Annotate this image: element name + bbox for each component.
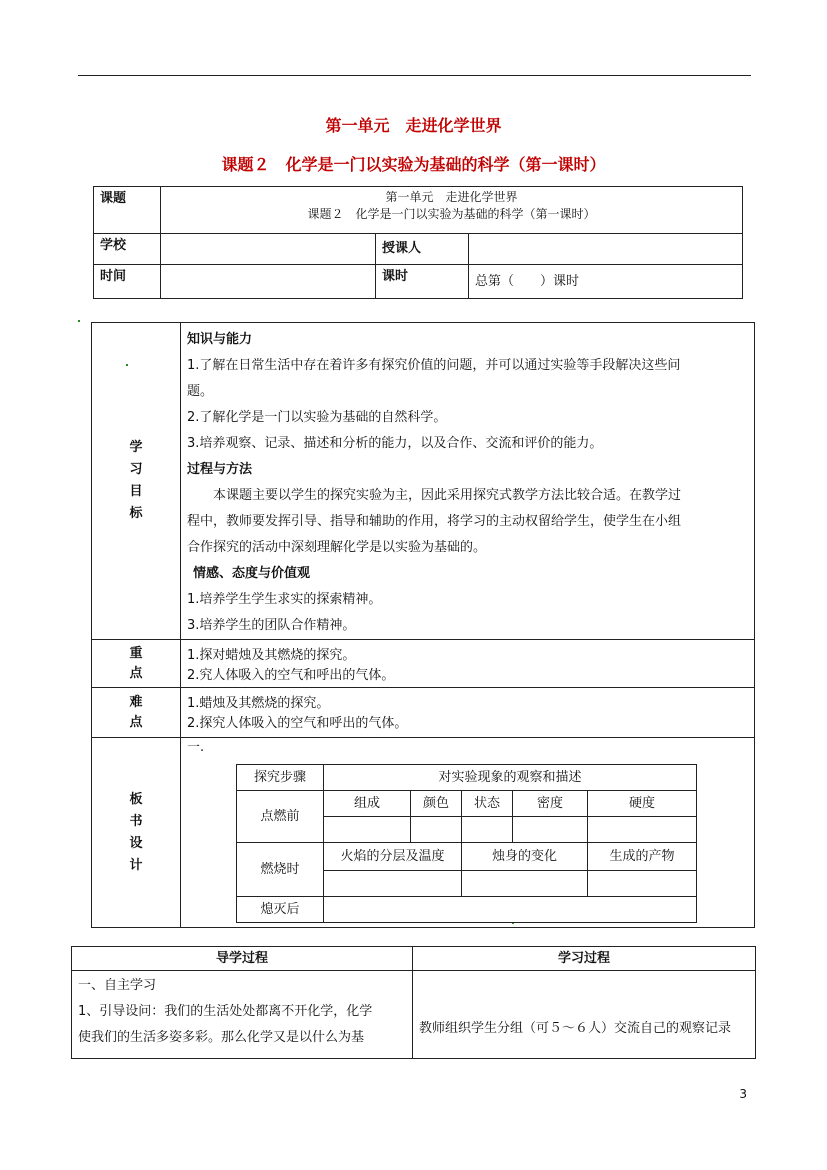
emotion-item: 3.培养学生的团队合作精神。 xyxy=(187,618,356,633)
keypoints-label: 重 点 xyxy=(129,645,143,681)
keypoint-item: 1.探对蜡烛及其燃烧的探究。 xyxy=(187,648,356,663)
board-table xyxy=(236,764,697,923)
col-state: 状态 xyxy=(462,791,513,817)
process-text: 程中，教师要发挥引导、指导和辅助的作用，将学习的主动权留给学生，使学生在小组 xyxy=(187,514,682,529)
school-label: 学校 xyxy=(94,234,161,265)
time-value xyxy=(161,265,376,299)
col-composition: 组成 xyxy=(324,791,411,817)
school-value xyxy=(161,234,376,265)
learn-content xyxy=(413,971,756,1059)
blank-cell xyxy=(411,817,462,843)
knowledge-item: 3.培养观察、记录、描述和分析的能力，以及合作、交流和评价的能力。 xyxy=(187,436,603,451)
top-rule xyxy=(78,75,751,76)
blank-cell xyxy=(324,897,697,923)
goals-label-cell xyxy=(92,323,181,640)
self-study-title: 一、自主学习 xyxy=(78,978,157,993)
lesson-title: 课题２ 化学是一门以实验为基础的科学（第一课时） xyxy=(221,155,606,174)
teacher-label: 授课人 xyxy=(376,234,469,265)
difficulty-item: 2.探究人体吸入的空气和呼出的气体。 xyxy=(187,716,408,731)
col-flame: 火焰的分层及温度 xyxy=(324,843,462,871)
teacher-value xyxy=(469,234,743,265)
process-text: 合作探究的活动中深刻理解化学是以实验为基础的。 xyxy=(187,540,487,555)
knowledge-item: 2.了解化学是一门以实验为基础的自然科学。 xyxy=(187,410,447,425)
col-density: 密度 xyxy=(513,791,588,817)
process-table xyxy=(71,946,756,1059)
guide-header: 导学过程 xyxy=(72,947,413,971)
topic-label: 课题 xyxy=(94,187,161,234)
blank-cell xyxy=(324,817,411,843)
board-prefix: 一. xyxy=(187,740,205,755)
difficulties-label: 难 点 xyxy=(129,694,143,730)
period-value: 总第（ ）课时 xyxy=(469,265,743,299)
process-title: 过程与方法 xyxy=(187,462,253,477)
goals-label: 学 习 目 标 xyxy=(129,440,143,521)
period-label: 课时 xyxy=(376,265,469,299)
during-label: 燃烧时 xyxy=(237,843,324,897)
col-color: 颜色 xyxy=(411,791,462,817)
observe-header: 对实验现象的观察和描述 xyxy=(324,765,697,791)
blank-cell xyxy=(462,817,513,843)
board-label: 板 书 设 计 xyxy=(129,791,143,873)
blank-cell xyxy=(513,817,588,843)
step-header: 探究步骤 xyxy=(237,765,324,791)
keypoint-item: 2.究人体吸入的空气和呼出的气体。 xyxy=(187,668,395,683)
knowledge-item: 1.了解在日常生活中存在着许多有探究价值的问题，并可以通过实验等手段解决这些问 xyxy=(187,358,681,373)
col-hardness: 硬度 xyxy=(588,791,697,817)
topic-line1: 第一单元 走进化学世界 xyxy=(385,190,518,204)
before-label: 点燃前 xyxy=(237,791,324,843)
blank-cell xyxy=(462,871,588,897)
blank-cell xyxy=(588,871,697,897)
unit-title: 第一单元 走进化学世界 xyxy=(325,116,502,135)
learn-text: 教师组织学生分组（可５～６人）交流自己的观察记录 xyxy=(419,1020,732,1036)
knowledge-title: 知识与能力 xyxy=(187,332,253,347)
knowledge-item: 题。 xyxy=(187,384,214,399)
topic-value xyxy=(161,187,743,234)
col-body: 烛身的变化 xyxy=(462,843,588,871)
guide-content xyxy=(72,971,413,1059)
topic-line2: 课题２ 化学是一门以实验为基础的科学（第一课时） xyxy=(307,207,596,221)
keypoints-content xyxy=(181,640,755,688)
time-label: 时间 xyxy=(94,265,161,299)
difficulty-item: 1.蜡烛及其燃烧的探究。 xyxy=(187,696,330,711)
blank-cell xyxy=(324,871,462,897)
keypoints-label-cell xyxy=(92,640,181,688)
info-table xyxy=(93,186,743,299)
after-label: 熄灭后 xyxy=(237,897,324,923)
page-number: 3 xyxy=(739,1087,747,1101)
learn-header: 学习过程 xyxy=(413,947,756,971)
emotion-item: 1.培养学生学生求实的探索精神。 xyxy=(187,592,382,607)
blank-cell xyxy=(588,817,697,843)
dot-mark xyxy=(78,320,80,322)
difficulties-content xyxy=(181,688,755,738)
goals-content xyxy=(181,323,755,640)
emotion-title: 情感、态度与价值观 xyxy=(193,566,311,581)
intro-line: 使我们的生活多姿多彩。那么化学又是以什么为基 xyxy=(78,1030,365,1045)
intro-line: 1、引导设问：我们的生活处处都离不开化学，化学 xyxy=(78,1004,373,1019)
difficulties-label-cell xyxy=(92,688,181,738)
process-text: 本课题主要以学生的探究实验为主，因此采用探究式教学方法比较合适。在教学过 xyxy=(187,488,682,503)
board-label-cell xyxy=(92,738,181,928)
col-products: 生成的产物 xyxy=(588,843,697,871)
